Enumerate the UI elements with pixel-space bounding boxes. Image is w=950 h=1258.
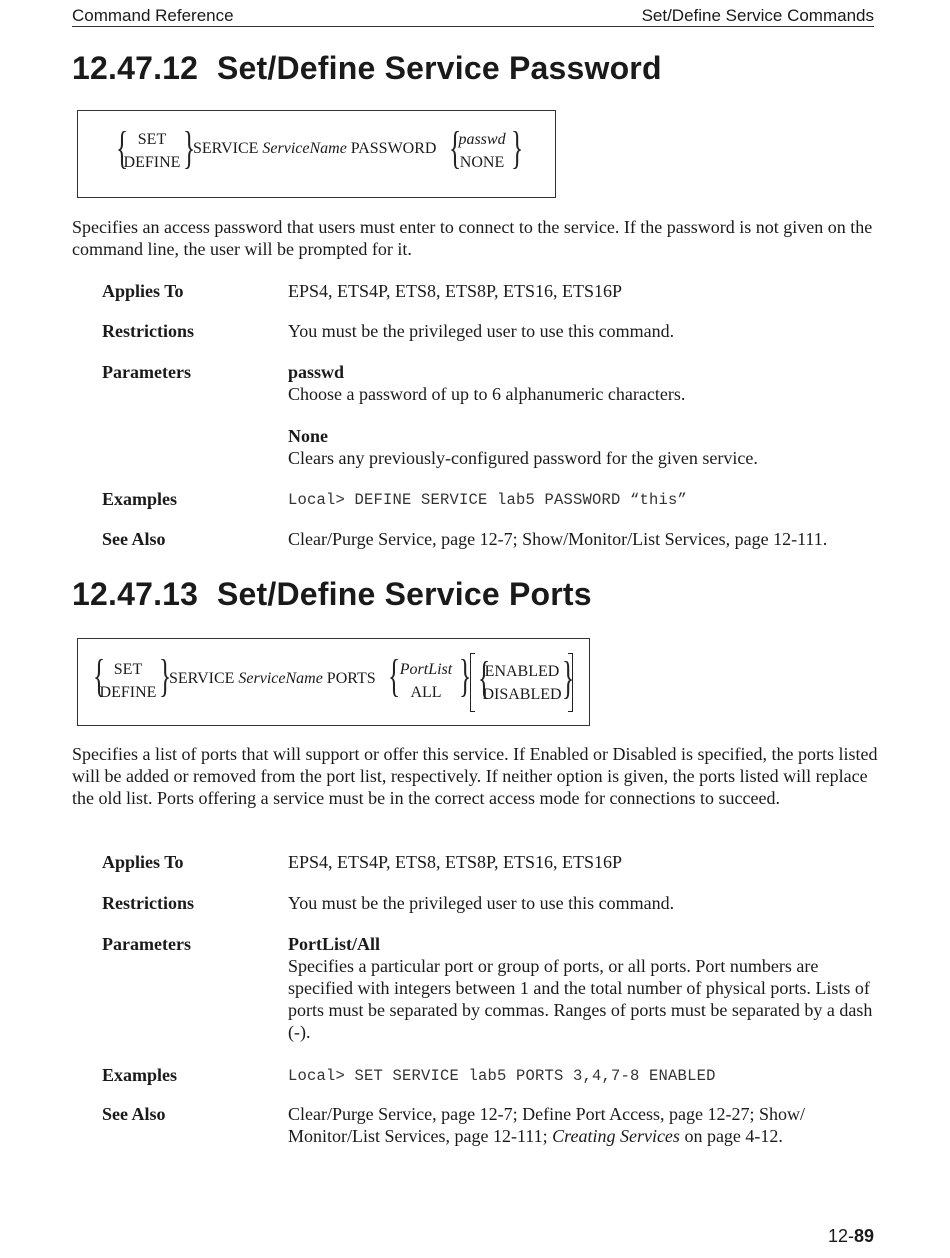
example-code: Local> DEFINE SERVICE lab5 PASSWORD “this”: [288, 491, 688, 509]
syntax-command: [193, 140, 436, 158]
left-brace: {: [115, 122, 129, 173]
example-code: Local> SET SERVICE lab5 PORTS 3,4,7-8 ENABLED: [288, 1067, 716, 1085]
parameter-name: passwd: [288, 362, 345, 382]
left-brace: {: [387, 650, 401, 701]
section-title: Set/Define Service Password: [217, 50, 662, 86]
page-number: [828, 1226, 874, 1247]
examples-label: Examples: [102, 489, 178, 509]
restrictions-label: Restrictions: [102, 321, 194, 341]
section-heading-password: [72, 50, 662, 87]
parameters-label: Parameters: [102, 362, 191, 382]
left-brace: {: [477, 652, 491, 703]
applies-label: Applies To: [102, 852, 184, 872]
applies-value: EPS4, ETS4P, ETS8, ETS8P, ETS16, ETS16P: [288, 281, 623, 301]
keyword-service: SERVICE: [193, 140, 259, 157]
page-prefix: 12-: [827, 1226, 854, 1246]
restrictions-value: You must be the privileged user to use this command.: [288, 893, 675, 913]
parameter-portlist: [288, 933, 876, 1043]
running-header: [72, 6, 874, 27]
keyword-define: DEFINE: [99, 684, 157, 701]
portlist-choice: [394, 658, 458, 704]
option-portlist: PortList: [399, 661, 453, 678]
left-bracket: [470, 653, 475, 712]
service-name-arg: ServiceName: [238, 670, 323, 687]
keyword-ports: PORTS: [326, 670, 376, 687]
see-also-tail: on page 4-12.: [684, 1126, 783, 1146]
parameters-label: Parameters: [102, 934, 191, 954]
parameter-passwd: [288, 361, 876, 405]
right-brace: }: [182, 122, 196, 173]
right-brace: }: [561, 652, 575, 703]
parameter-description: Specifies a particular port or group of ports, or all ports. Port numbers are specified with integers between 1 and the total number of physical ports. Lists of ports must be separated by commas. Ranges of ports must be separated by a dash (-).: [288, 956, 873, 1042]
parameter-description: Choose a password of up to 6 alphanumeric characters.: [288, 384, 686, 404]
keyword-set: SET: [137, 131, 167, 148]
left-brace: {: [448, 122, 462, 173]
left-brace: {: [92, 650, 106, 701]
enable-choice: [481, 660, 563, 706]
section-number: 12.47.13: [72, 576, 199, 612]
applies-label: Applies To: [102, 281, 184, 301]
option-none: NONE: [459, 154, 505, 171]
set-define-choice: [122, 128, 182, 174]
applies-value: EPS4, ETS4P, ETS8, ETS8P, ETS16, ETS16P: [288, 852, 623, 872]
section-number: 12.47.12: [72, 50, 199, 86]
parameter-name: None: [288, 426, 328, 446]
see-also-italic: Creating Services: [552, 1126, 680, 1146]
see-also-value: [288, 1103, 876, 1147]
section1-description: Specifies an access password that users must enter to connect to the service. If the password is not given on the command line, the user will be prompted for it.: [72, 217, 873, 259]
see-also-value: Clear/Purge Service, page 12-7; Show/Monitor/List Services, page 12-111.: [288, 529, 828, 549]
option-disabled: DISABLED: [482, 686, 562, 703]
parameter-description: Clears any previously-configured password for the given service.: [288, 448, 758, 468]
see-also-label: See Also: [102, 529, 166, 549]
parameter-name: PortList/All: [288, 934, 380, 954]
restrictions-value: You must be the privileged user to use this command.: [288, 321, 675, 341]
set-define-choice: [98, 658, 158, 704]
syntax-command: [169, 670, 376, 688]
option-all: ALL: [410, 684, 442, 701]
option-enabled: ENABLED: [484, 663, 560, 680]
restrictions-label: Restrictions: [102, 893, 194, 913]
option-passwd: passwd: [458, 131, 506, 148]
page-num: 89: [853, 1226, 874, 1246]
keyword-set: SET: [113, 661, 143, 678]
right-brace: }: [158, 650, 172, 701]
see-also-label: See Also: [102, 1104, 166, 1124]
keyword-define: DEFINE: [123, 154, 181, 171]
syntax-box-password: [77, 110, 556, 198]
section-title: Set/Define Service Ports: [217, 576, 592, 612]
header-left: Command Reference: [72, 6, 234, 25]
section-heading-ports: [72, 576, 592, 613]
section2-description: Specifies a list of ports that will support or offer this service. If Enabled or Disabled is specified, the ports listed will be added or removed from the port list, respectively. If neither option is given, the ports listed will replace the old list. Ports offering a service must be in the correct access mode for connections to succeed.: [72, 744, 878, 808]
keyword-password: PASSWORD: [350, 140, 437, 157]
right-brace: }: [510, 122, 524, 173]
right-brace: }: [458, 650, 472, 701]
syntax-box-ports: [77, 638, 590, 726]
password-choice: [454, 128, 510, 174]
examples-label: Examples: [102, 1065, 178, 1085]
right-bracket: [568, 653, 573, 712]
see-also-text: Clear/Purge Service, page 12-7; Define Port Access, page 12-27; Show/ Monitor/List Services, page 12-111;: [288, 1104, 806, 1146]
keyword-service: SERVICE: [169, 670, 235, 687]
parameter-none: [288, 425, 876, 469]
service-name-arg: ServiceName: [262, 140, 347, 157]
header-right: Set/Define Service Commands: [641, 6, 874, 25]
